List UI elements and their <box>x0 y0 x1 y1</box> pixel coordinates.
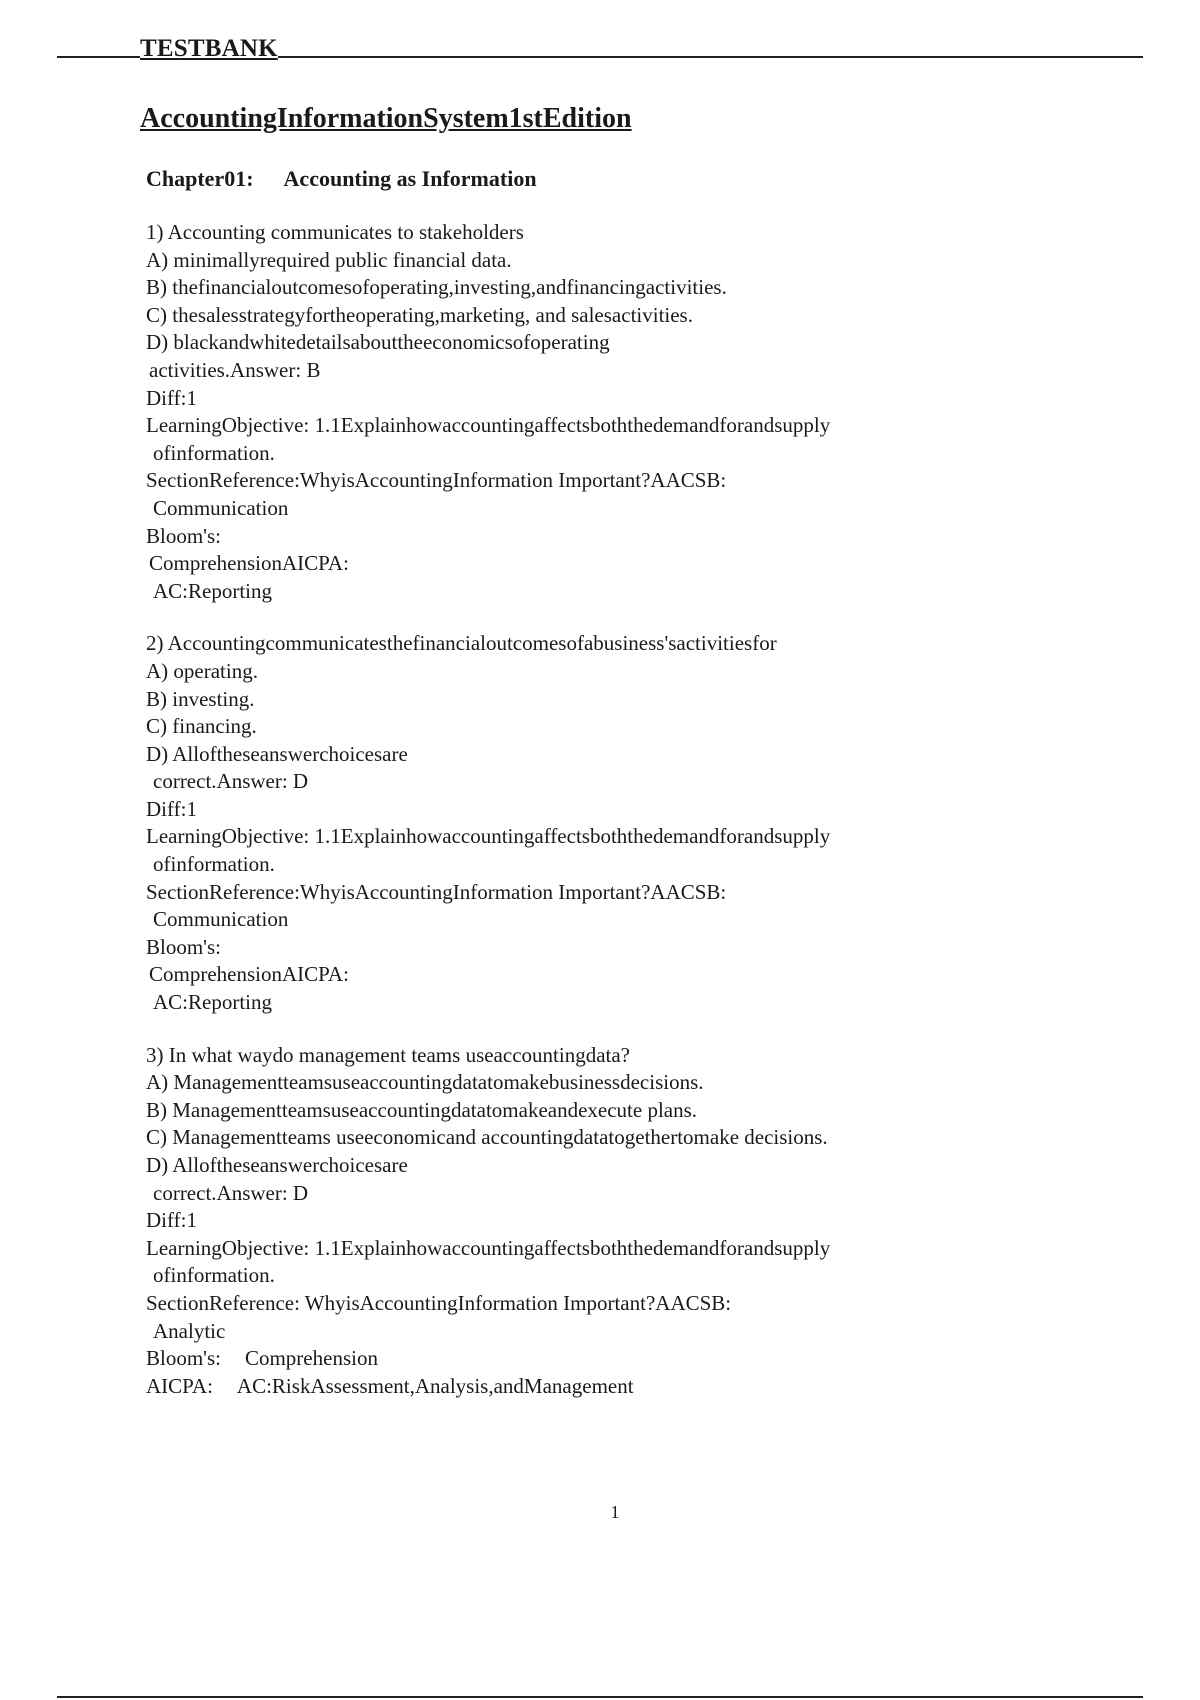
difficulty: Diff:1 <box>146 796 197 821</box>
answer-choice-b: B) investing. <box>146 686 255 711</box>
answer-choice-b: B) Managementteamsuseaccountingdatatomakeandexecute plans. <box>146 1097 698 1122</box>
section-reference: SectionReference: WhyisAccountingInformation Important?AACSB: <box>146 1290 732 1315</box>
page-number: 1 <box>610 1502 620 1522</box>
question-3 <box>146 1042 1146 1401</box>
learning-objective-continued: ofinformation. <box>153 1263 275 1288</box>
answer-choice-c: C) financing. <box>146 714 257 739</box>
answer-choice-c: C) Managementteams useeconomicand accountingdatatogethertomake decisions. <box>146 1125 828 1150</box>
learning-objective-continued: ofinformation. <box>153 440 275 465</box>
document-title: AccountingInformationSystem1stEdition <box>140 103 632 134</box>
bloom-value: ComprehensionAICPA: <box>149 551 349 576</box>
answer-choice-a: A) Managementteamsuseaccountingdatatomakebusinessdecisions. <box>146 1070 704 1095</box>
answer-choice-a: A) operating. <box>146 658 258 683</box>
aacsb-value: Communication <box>153 907 289 932</box>
chapter-title: Accounting as Information <box>283 166 537 191</box>
bloom-value: Comprehension <box>244 1346 378 1371</box>
answer-choice-c: C) thesalesstrategyfortheoperating,marketing, and salesactivities. <box>146 302 693 327</box>
aicpa-value: AC:Reporting <box>153 990 272 1015</box>
chapter-number: Chapter01: <box>146 166 254 191</box>
section-reference: SectionReference:WhyisAccountingInformation Important?AACSB: <box>146 468 727 493</box>
bloom-label: Bloom's: <box>146 1346 221 1371</box>
answer-choice-a: A) minimallyrequired public financial data. <box>146 247 512 272</box>
question-1 <box>146 219 1146 605</box>
question-stem: 2) Accountingcommunicatesthefinancialoutcomesofabusiness'sactivitiesfor <box>146 631 777 656</box>
difficulty: Diff:1 <box>146 385 197 410</box>
learning-objective-continued: ofinformation. <box>153 852 275 877</box>
question-list <box>146 219 1146 1425</box>
answer-choice-d: D) Alloftheseanswerchoicesare <box>146 741 408 766</box>
answer-key: correct.Answer: D <box>153 769 309 794</box>
bloom-label: Bloom's: <box>146 523 221 548</box>
question-2 <box>146 630 1146 1016</box>
answer-choice-b: B) thefinancialoutcomesofoperating,investing,andfinancingactivities. <box>146 275 727 300</box>
bloom-value: ComprehensionAICPA: <box>149 962 349 987</box>
chapter-heading <box>146 166 537 192</box>
aicpa-value: AC:RiskAssessment,Analysis,andManagement <box>236 1373 634 1398</box>
difficulty: Diff:1 <box>146 1208 197 1233</box>
learning-objective: LearningObjective: 1.1Explainhowaccountingaffectsboththedemandforandsupply <box>146 824 831 849</box>
answer-choice-d: D) Alloftheseanswerchoicesare <box>146 1153 408 1177</box>
aacsb-value: Analytic <box>153 1318 226 1343</box>
aicpa-label: AICPA: <box>146 1373 213 1398</box>
section-reference: SectionReference:WhyisAccountingInformation Important?AACSB: <box>146 879 727 904</box>
aicpa-value: AC:Reporting <box>153 578 272 603</box>
header-label: TESTBANK <box>140 35 278 62</box>
aacsb-value: Communication <box>153 495 289 520</box>
answer-key: correct.Answer: D <box>153 1180 309 1205</box>
learning-objective: LearningObjective: 1.1Explainhowaccountingaffectsboththedemandforandsupply <box>146 413 831 438</box>
aicpa-row <box>146 1373 1146 1401</box>
question-stem: 3) In what waydo management teams useaccountingdata? <box>146 1042 630 1067</box>
question-stem: 1) Accounting communicates to stakeholders <box>146 220 524 244</box>
answer-key: activities.Answer: B <box>149 357 321 382</box>
answer-choice-d: D) blackandwhitedetailsabouttheeconomicsofoperating <box>146 330 610 355</box>
bloom-row <box>146 1345 1146 1373</box>
footer-rule <box>57 1696 1143 1698</box>
learning-objective: LearningObjective: 1.1Explainhowaccountingaffectsboththedemandforandsupply <box>146 1235 831 1260</box>
bloom-label: Bloom's: <box>146 934 221 959</box>
